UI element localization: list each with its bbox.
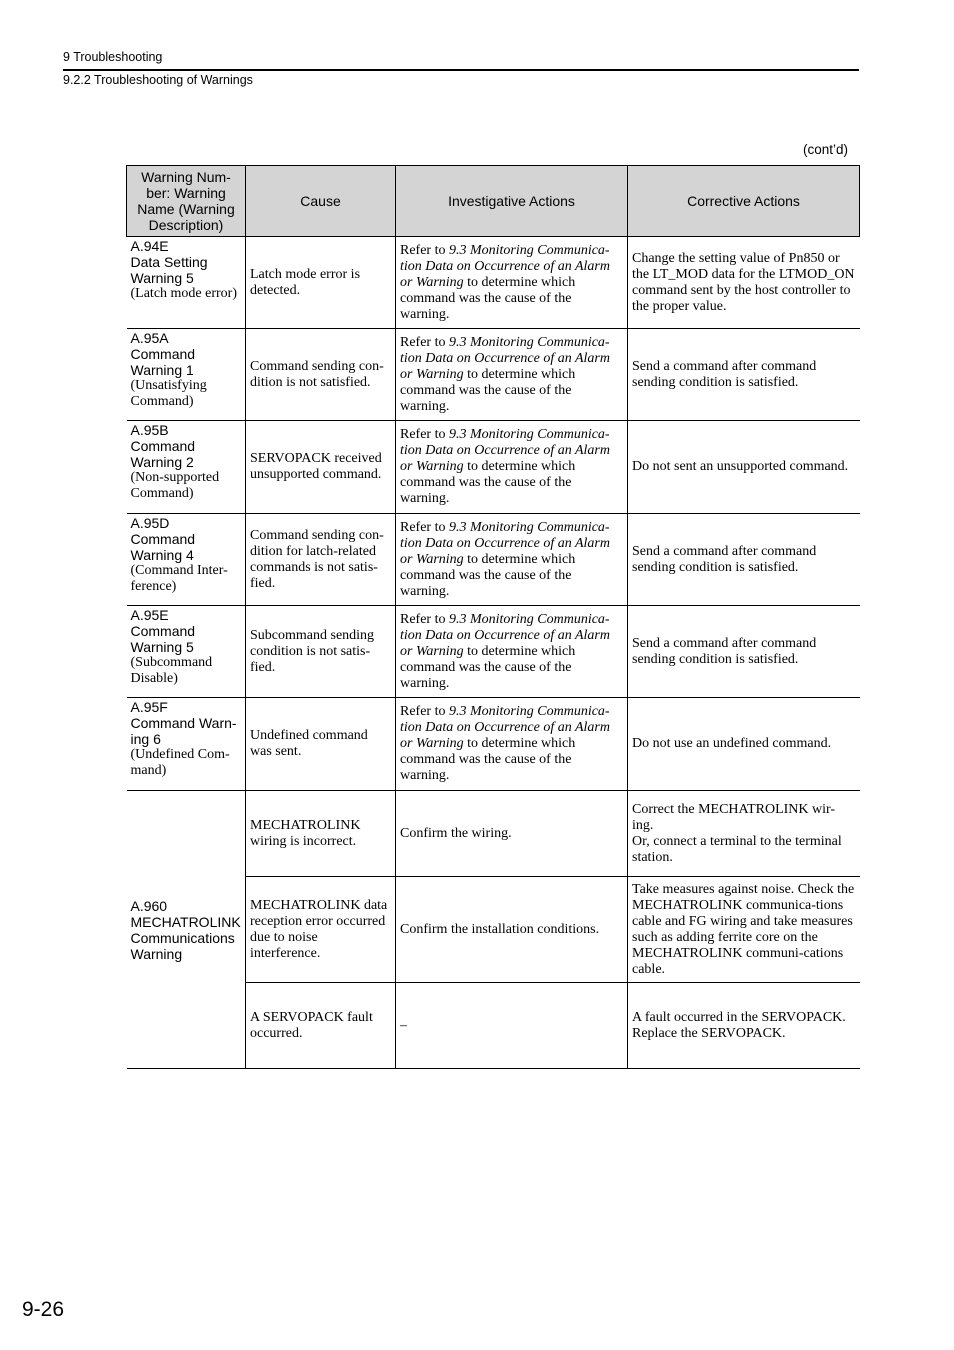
investigative-cell	[396, 606, 628, 698]
ref-prefix: Refer to	[400, 611, 449, 627]
ref-suffix: to determine which command was the cause of the warning.	[400, 736, 576, 783]
table-row	[127, 514, 860, 606]
col-header-warning: Warning Num-ber: Warning Name (Warning Description)	[127, 166, 246, 237]
ref-suffix: to determine which command was the cause of the warning.	[400, 459, 576, 506]
investigative-cell: –	[396, 983, 628, 1069]
warning-name: Command Warning 1	[130, 346, 196, 378]
investigative-cell: Confirm the wiring.	[396, 791, 628, 877]
corrective-line: Correct the MECHATROLINK wir-ing.	[632, 801, 836, 833]
warning-description: (Undefined Com-mand)	[130, 747, 230, 778]
ref-prefix: Refer to	[400, 334, 449, 350]
corrective-cell: A fault occurred in the SERVOPACK. Replace the SERVOPACK.	[628, 983, 860, 1069]
corrective-cell: Change the setting value of Pn850 or the LT_MOD data for the LTMOD_ON command sent by the host controller to the proper value.	[628, 237, 860, 329]
investigative-cell	[396, 421, 628, 514]
investigative-cell	[396, 329, 628, 421]
warning-cell	[127, 514, 246, 606]
col-header-cause: Cause	[246, 166, 396, 237]
col-header-corrective: Corrective Actions	[628, 166, 860, 237]
ref-section-link[interactable]: 9.3 Monitoring Communica-tion Data on Occurrence of an Alarm or Warning	[400, 242, 610, 290]
continued-label: (cont’d)	[803, 142, 849, 157]
section-header: 9.2.2 Troubleshooting of Warnings	[63, 73, 253, 87]
warning-code: A.95D	[130, 515, 170, 531]
corrective-cell	[628, 791, 860, 877]
warning-code: A.95E	[130, 607, 169, 623]
warning-name: Command Warn-ing 6	[130, 715, 237, 747]
warning-cell	[127, 329, 246, 421]
corrective-cell: Send a command after command sending condition is satisfied.	[628, 329, 860, 421]
corrective-cell: Send a command after command sending condition is satisfied.	[628, 606, 860, 698]
warning-name: Data Setting Warning 5	[130, 254, 208, 286]
ref-section-link[interactable]: 9.3 Monitoring Communica-tion Data on Occurrence of an Alarm or Warning	[400, 427, 610, 474]
corrective-cell: Take measures against noise. Check the MECHATROLINK communica-tions cable and FG wiring and take measures such as adding ferrite core on the MECHATROLINK communi-cations cable.	[628, 877, 860, 983]
corrective-cell: Do not sent an unsupported command.	[628, 421, 860, 514]
warning-name: Command Warning 4	[130, 531, 196, 563]
warning-code: A.960	[130, 897, 168, 914]
warning-name: Command Warning 5	[130, 623, 196, 655]
investigative-cell	[396, 514, 628, 606]
cause-cell: Command sending con-dition is not satisfied.	[246, 329, 396, 421]
ref-section-link[interactable]: 9.3 Monitoring Communica-tion Data on Occurrence of an Alarm or Warning	[400, 611, 610, 659]
ref-section-link[interactable]: 9.3 Monitoring Communica-tion Data on Occurrence of an Alarm or Warning	[400, 704, 610, 751]
warning-code: A.95F	[130, 699, 168, 715]
cause-cell: Command sending con-dition for latch-related commands is not satis-fied.	[246, 514, 396, 606]
cause-cell: Subcommand sending condition is not satis-fied.	[246, 606, 396, 698]
warning-description: (Latch mode error)	[130, 286, 237, 301]
ref-suffix: to determine which command was the cause of the warning.	[400, 366, 576, 414]
investigative-cell	[396, 237, 628, 329]
warning-cell	[127, 791, 246, 1069]
table-row	[127, 421, 860, 514]
cause-cell: Latch mode error is detected.	[246, 237, 396, 329]
cause-cell: SERVOPACK received unsupported command.	[246, 421, 396, 514]
ref-suffix: to determine which command was the cause of the warning.	[400, 274, 576, 322]
warnings-table	[126, 165, 860, 1069]
warning-code: A.95B	[130, 422, 169, 438]
warning-description: (Subcommand Disable)	[130, 655, 213, 686]
header-rule	[63, 69, 859, 71]
investigative-cell: Confirm the installation conditions.	[396, 877, 628, 983]
ref-prefix: Refer to	[400, 427, 449, 442]
warning-cell	[127, 421, 246, 514]
table-header-row	[127, 166, 860, 237]
warning-description: (Command Inter-ference)	[130, 563, 228, 594]
cause-cell: Undefined command was sent.	[246, 698, 396, 791]
ref-suffix: to determine which command was the cause of the warning.	[400, 551, 576, 599]
table-row	[127, 698, 860, 791]
corrective-cell: Send a command after command sending condition is satisfied.	[628, 514, 860, 606]
warning-code: A.95A	[130, 330, 169, 346]
ref-prefix: Refer to	[400, 519, 449, 535]
warning-description: (Non-supported Command)	[130, 470, 220, 501]
ref-suffix: to determine which command was the cause of the warning.	[400, 643, 576, 691]
ref-section-link[interactable]: 9.3 Monitoring Communica-tion Data on Occurrence of an Alarm or Warning	[400, 519, 610, 567]
corrective-line: Or, connect a terminal to the terminal station.	[632, 833, 842, 865]
warning-description: (Unsatisfying Command)	[130, 378, 207, 409]
cause-cell: MECHATROLINK data reception error occurred due to noise interference.	[246, 877, 396, 983]
table-row	[127, 606, 860, 698]
page-number: 9-26	[22, 1298, 65, 1321]
investigative-cell	[396, 698, 628, 791]
cause-cell: A SERVOPACK fault occurred.	[246, 983, 396, 1069]
warning-cell	[127, 698, 246, 791]
cause-cell: MECHATROLINK wiring is incorrect.	[246, 791, 396, 877]
col-header-investigative: Investigative Actions	[396, 166, 628, 237]
ref-prefix: Refer to	[400, 704, 449, 719]
chapter-header: 9 Troubleshooting	[63, 50, 163, 64]
ref-prefix: Refer to	[400, 242, 449, 258]
corrective-cell: Do not use an undefined command.	[628, 698, 860, 791]
warning-cell	[127, 606, 246, 698]
table-row	[127, 237, 860, 329]
warning-code: A.94E	[130, 238, 169, 254]
warning-name: Command Warning 2	[130, 438, 196, 470]
warning-cell	[127, 237, 246, 329]
table-row	[127, 791, 860, 877]
ref-section-link[interactable]: 9.3 Monitoring Communica-tion Data on Occurrence of an Alarm or Warning	[400, 334, 610, 382]
table-row	[127, 329, 860, 421]
warning-name: MECHATROLINK Communications Warning	[130, 913, 241, 962]
